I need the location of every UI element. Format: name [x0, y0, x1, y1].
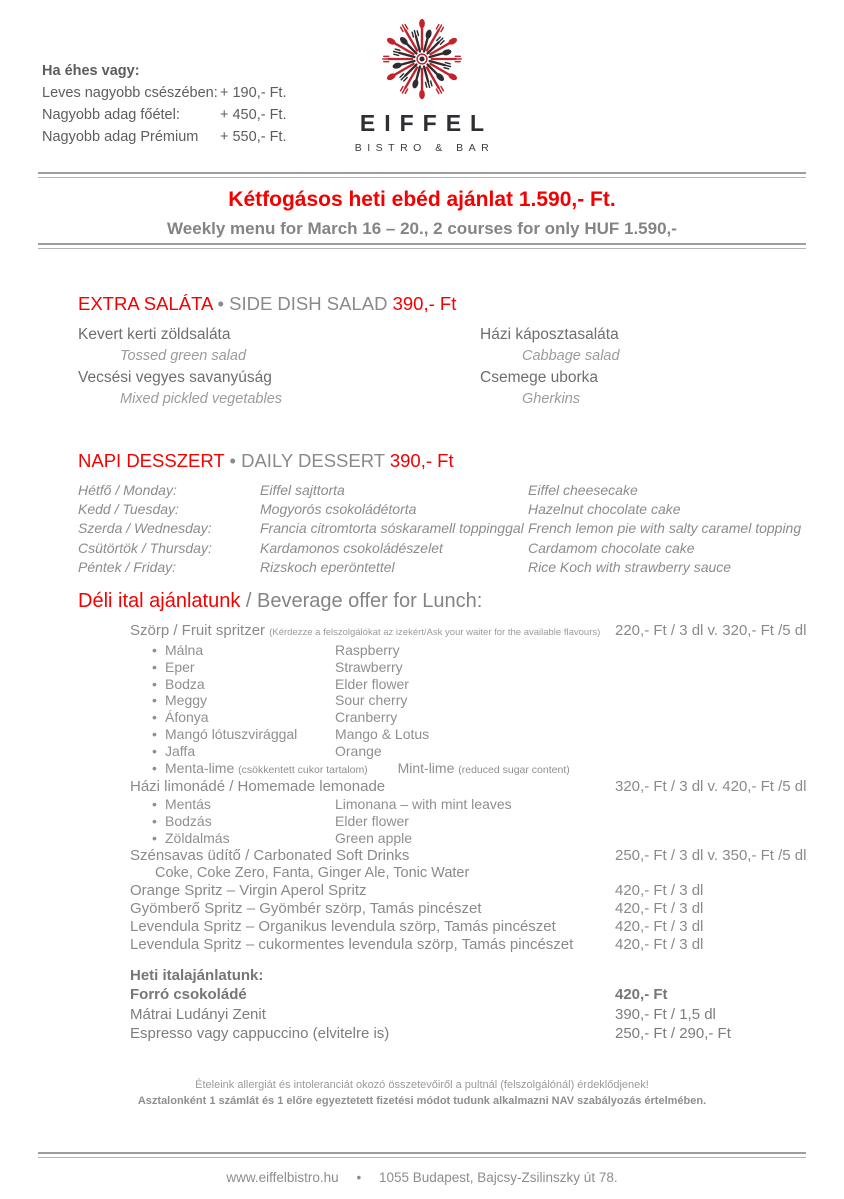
flavour-en: Elder flower	[335, 813, 409, 830]
salad-grid	[78, 324, 806, 410]
divider-rule-banner-bottom	[38, 243, 806, 249]
flavour-en: Strawberry	[335, 658, 403, 675]
salad-title-en: • SIDE DISH SALAD	[217, 293, 388, 314]
flavour-row	[38, 813, 806, 830]
dessert-item-en: Cardamom chocolate cake	[528, 539, 695, 556]
dessert-item-hu: Mogyorós csokoládétorta	[260, 501, 417, 518]
dessert-title-en: • DAILY DESSERT	[229, 450, 385, 471]
flavour-hu: Málna	[165, 642, 204, 658]
weekly-item-price: 250,- Ft / 290,- Ft	[615, 1025, 731, 1042]
flavour-en: Elder flower	[335, 675, 409, 692]
upsell-price: + 550,- Ft.	[220, 129, 287, 145]
flavour-row	[38, 796, 806, 813]
flavour-en-note: (reduced sugar content)	[458, 763, 570, 776]
upsell-price: + 450,- Ft.	[220, 107, 287, 123]
flavour-en: Limonana – with mint leaves	[335, 796, 512, 813]
dessert-item-hu: Rizskoch eperöntettel	[260, 558, 395, 575]
dish-translation: Cabbage salad	[522, 347, 620, 364]
bullet-icon: •	[152, 813, 157, 830]
dessert-day: Szerda / Wednesday:	[78, 520, 212, 537]
dish-name: Vecsési vegyes savanyúság	[78, 369, 272, 386]
beverage-title-hu: Déli ital ajánlatunk	[78, 590, 241, 612]
flavour-row	[38, 692, 806, 709]
invoice-line: Asztalonként 1 számlát és 1 előre egyeztetett fizetési módot tudunk alkalmazni NAV szabályozás értelmében.	[137, 1094, 707, 1107]
flavour-en: Cranberry	[335, 709, 398, 726]
beverage-price: 420,- Ft / 3 dl	[615, 900, 704, 918]
dessert-title-hu: NAPI DESSZERT	[78, 450, 225, 471]
beverage-price: 320,- Ft / 3 dl v. 420,- Ft /5 dl	[615, 778, 807, 796]
dessert-item-en: Eiffel cheesecake	[528, 482, 638, 498]
flavour-hu: Menta-lime	[165, 759, 235, 776]
bullet-icon: •	[152, 658, 157, 675]
flavour-en: Orange	[335, 742, 382, 759]
dessert-item-en: Hazelnut chocolate cake	[528, 501, 681, 518]
flavour-en: Raspberry	[335, 642, 400, 658]
beverage-price: 420,- Ft / 3 dl	[615, 882, 704, 900]
dessert-item-hu: Kardamonos csokoládészelet	[260, 539, 443, 556]
salad-price: 390,- Ft	[392, 293, 457, 314]
spritz-row	[38, 936, 806, 954]
salad-section-title	[78, 293, 806, 315]
website-link[interactable]: www.eiffelbistro.hu	[226, 1170, 339, 1185]
dessert-item-en: French lemon pie with salty caramel topping	[528, 520, 802, 537]
bullet-icon: •	[152, 642, 157, 658]
spritz-name: Levendula Spritz – Organikus levendula szörp, Tamás pincészet	[130, 918, 556, 936]
flavour-hu: Bodzás	[165, 813, 212, 830]
flavour-hu: Mangó lótuszvirággal	[165, 725, 298, 742]
flavour-hu-note: (csökkentett cukor tartalom)	[238, 763, 368, 776]
divider-rule-top	[38, 172, 806, 178]
spritz-row	[38, 918, 806, 936]
bullet-icon: •	[152, 692, 157, 709]
divider-rule-bottom	[38, 1152, 806, 1158]
flavour-hu: Bodza	[165, 675, 205, 692]
soft-drink-brands: Coke, Coke Zero, Fanta, Ginger Ale, Tonic Water	[155, 864, 470, 881]
salad-column-left	[78, 324, 480, 410]
flavour-row	[38, 676, 806, 693]
dessert-section-title	[78, 450, 806, 472]
beverage-list	[38, 622, 806, 954]
allergy-line: Ételeink allergiát és intoleranciát okozó összetevőiről a pultnál (felszolgálónál) érdeklődjenek!	[195, 1079, 649, 1091]
upsell-title: Ha éhes vagy:	[42, 63, 140, 79]
beverage-group-name: Házi limonádé / Homemade lemonade	[130, 778, 386, 796]
flavour-row	[38, 659, 806, 676]
spritz-row	[38, 882, 806, 900]
dish-name: Kevert kerti zöldsaláta	[78, 326, 231, 343]
bullet-icon: •	[152, 759, 157, 776]
bullet-icon: •	[152, 709, 157, 726]
beverage-group-name: Szénsavas üdítő / Carbonated Soft Drinks	[130, 846, 410, 864]
bullet-icon: •	[152, 725, 157, 742]
flavour-en: Mint-lime	[397, 759, 455, 776]
flavour-hu: Jaffa	[165, 742, 196, 759]
beverage-group-lemonade	[38, 778, 806, 796]
logo-cutlery-icon	[0, 10, 844, 108]
beverage-group-soft-drinks	[38, 847, 806, 865]
flavour-row	[38, 830, 806, 847]
spritz-name: Gyömberő Spritz – Gyömbér szörp, Tamás pincészet	[130, 900, 482, 918]
bullet-icon: •	[152, 742, 157, 759]
weekly-item-name: Forró csokoládé	[130, 986, 247, 1003]
allergy-notice	[0, 1078, 844, 1109]
bullet-icon: •	[152, 796, 157, 813]
footer-bullet-icon: •	[356, 1170, 362, 1185]
flavour-row	[38, 642, 806, 659]
footer	[0, 1170, 844, 1185]
flavour-row	[38, 726, 806, 743]
footer-address: 1055 Budapest, Bajcsy-Zsilinszky út 78.	[378, 1170, 618, 1185]
beverage-title-en: / Beverage offer for Lunch:	[245, 590, 483, 612]
flavour-en: Mango & Lotus	[335, 725, 430, 742]
beverage-price: 250,- Ft / 3 dl v. 350,- Ft /5 dl	[615, 846, 807, 864]
salad-column-right	[480, 324, 806, 410]
dessert-day: Csütörtök / Thursday:	[78, 539, 212, 556]
section-daily-dessert	[78, 450, 806, 577]
banner-title: Kétfogásos heti ebéd ajánlat 1.590,- Ft.	[228, 188, 616, 211]
dessert-price: 390,- Ft	[389, 450, 454, 471]
beverage-group-name: Szörp / Fruit spritzer	[130, 622, 266, 639]
dessert-day: Péntek / Friday:	[78, 558, 177, 575]
weekly-banner	[0, 188, 844, 239]
flavour-hu: Meggy	[165, 692, 208, 709]
section-weekly-drinks	[38, 966, 806, 1044]
dessert-item-hu: Eiffel sajttorta	[260, 482, 345, 498]
dish-name: Csemege uborka	[480, 369, 599, 386]
beverage-group-fruit-spritzer	[38, 622, 806, 642]
dish-translation: Mixed pickled vegetables	[120, 390, 283, 407]
dish-translation: Gherkins	[522, 390, 581, 407]
flavour-hu: Áfonya	[165, 709, 209, 726]
dessert-item-hu: Francia citromtorta sóskaramell toppinggal	[260, 520, 524, 537]
upsell-label: Nagyobb adag főétel:	[42, 107, 180, 123]
weekly-row	[38, 1005, 806, 1025]
weekly-row	[38, 1024, 806, 1044]
flavour-hu: Eper	[165, 658, 195, 675]
beverage-price: 220,- Ft / 3 dl v. 320,- Ft /5 dl	[615, 622, 807, 639]
bullet-icon: •	[152, 829, 157, 846]
flavour-row	[38, 709, 806, 726]
dessert-day: Hétfő / Monday:	[78, 482, 177, 498]
restaurant-logo	[0, 10, 844, 154]
beverage-price: 420,- Ft / 3 dl	[615, 936, 704, 954]
weekly-item-price: 390,- Ft / 1,5 dl	[615, 1005, 716, 1023]
spritz-row	[38, 900, 806, 918]
dish-translation: Tossed green salad	[120, 347, 247, 364]
weekly-item-name: Mátrai Ludányi Zenit	[130, 1005, 266, 1023]
upsell-price: + 190,- Ft.	[220, 85, 287, 101]
logo-subtitle: BISTRO & BAR	[354, 142, 495, 154]
upsell-label: Leves nagyobb csészében:	[42, 85, 218, 101]
dessert-day: Kedd / Tuesday:	[78, 501, 179, 518]
dessert-item-en: Rice Koch with strawberry sauce	[528, 558, 732, 575]
flavour-en: Sour cherry	[335, 692, 408, 709]
weekly-item-price: 420,- Ft	[615, 986, 668, 1003]
upsell-label: Nagyobb adag Prémium	[42, 129, 199, 145]
flavour-row-mint-lime	[38, 760, 806, 779]
flavour-row	[38, 743, 806, 760]
flavour-hu: Zöldalmás	[165, 829, 230, 846]
banner-subtitle: Weekly menu for March 16 – 20., 2 courses for only HUF 1.590,-	[167, 219, 677, 238]
spritz-name: Levendula Spritz – cukormentes levendula szörp, Tamás pincészet	[130, 936, 574, 954]
weekly-title: Heti italajánlatunk:	[130, 967, 264, 984]
weekly-item-name: Espresso vagy cappuccino (elvitelre is)	[130, 1025, 390, 1042]
beverage-price: 420,- Ft / 3 dl	[615, 918, 704, 936]
spritz-name: Orange Spritz – Virgin Aperol Spritz	[130, 882, 367, 900]
weekly-row	[38, 985, 806, 1005]
logo-name: EIFFEL	[359, 110, 494, 136]
dish-name: Házi káposztasaláta	[480, 326, 619, 343]
flavour-en: Green apple	[335, 829, 413, 846]
beverage-group-note: (Kérdezze a felszolgálókat az izekért/Ask your waiter for the available flavours)	[269, 627, 601, 638]
bullet-icon: •	[152, 675, 157, 692]
dessert-table	[78, 481, 806, 577]
flavour-hu: Mentás	[165, 796, 211, 813]
beverage-section-title	[78, 590, 482, 613]
salad-title-hu: EXTRA SALÁTA	[78, 293, 213, 314]
section-extra-salad	[78, 293, 806, 410]
